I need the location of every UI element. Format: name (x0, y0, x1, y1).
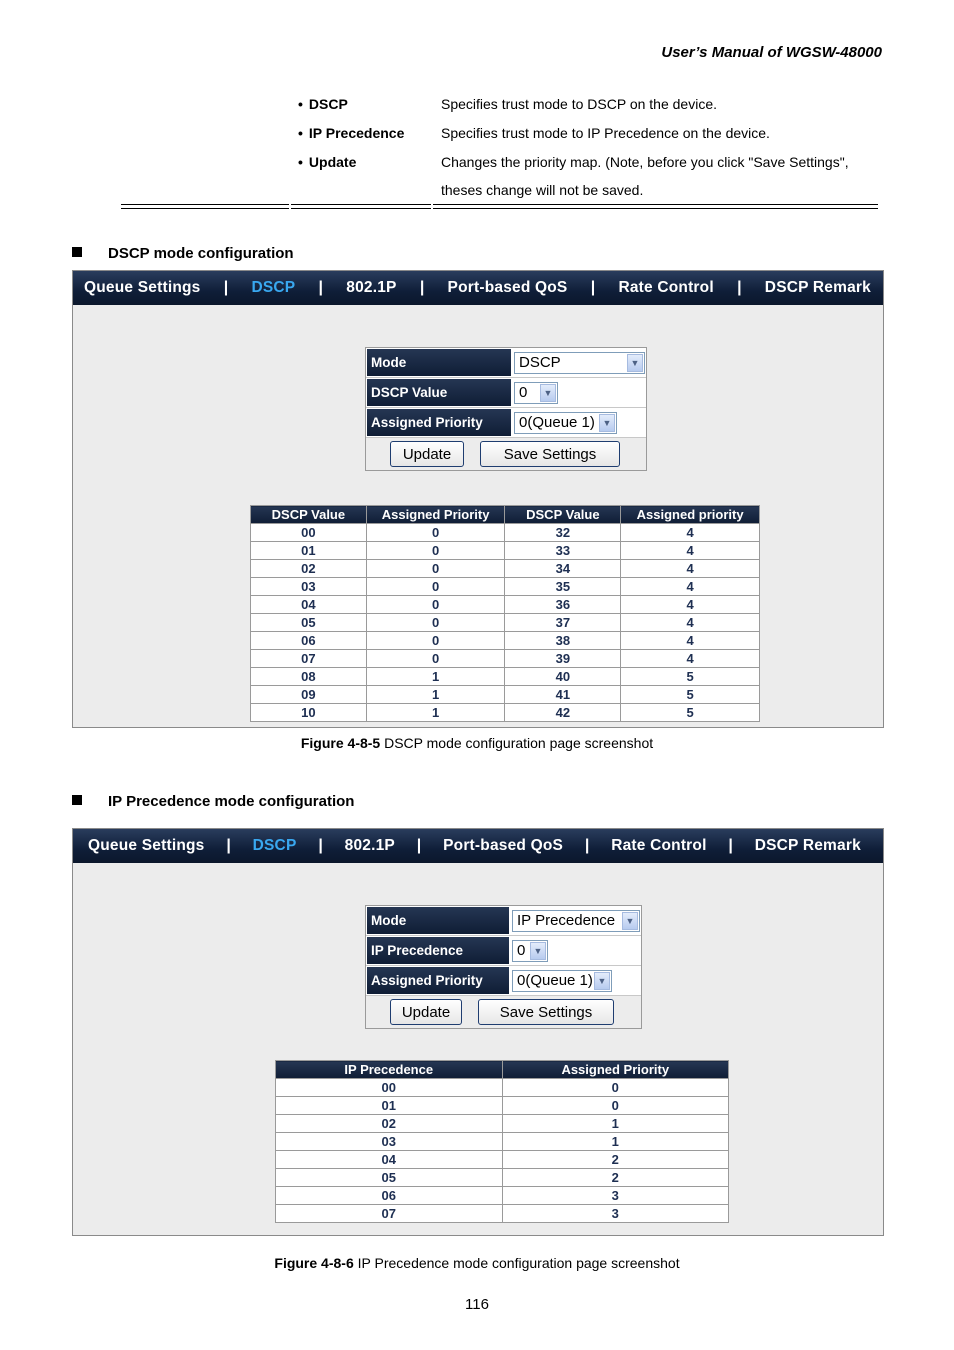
qos-nav-bar (73, 829, 883, 863)
figure-label: Figure 4-8-6 (274, 1255, 354, 1271)
nav-dscp-remark[interactable]: DSCP Remark (754, 837, 861, 854)
table-cell: 05 (251, 614, 367, 632)
ip-precedence-priority-table (275, 1060, 729, 1223)
assigned-priority-select-value: 0(Queue 1) (519, 414, 595, 431)
chevron-down-icon[interactable]: ▼ (594, 972, 610, 990)
table-cell: 4 (621, 632, 760, 650)
table-cell: 36 (505, 596, 621, 614)
section-title-dscp (72, 245, 294, 262)
definition-desc: Specifies trust mode to IP Precedence on the device. (441, 125, 770, 141)
dscp-settings-form (365, 347, 647, 471)
dscp-priority-table (250, 505, 760, 722)
nav-separator: | (318, 837, 323, 854)
table-cell: 08 (251, 668, 367, 686)
update-button[interactable]: Update (390, 999, 462, 1025)
chevron-down-icon[interactable]: ▼ (530, 942, 546, 960)
dscp-value-select-value: 0 (519, 384, 528, 401)
table-cell: 0 (366, 524, 505, 542)
table-cell: 01 (251, 542, 367, 560)
chevron-down-icon[interactable]: ▼ (540, 384, 556, 402)
table-cell: 07 (276, 1205, 503, 1223)
table-row (251, 650, 760, 668)
table-cell: 06 (251, 632, 367, 650)
table-cell: 1 (366, 704, 505, 722)
table-cell: 41 (505, 686, 621, 704)
table-cell: 1 (502, 1133, 728, 1151)
nav-queue-settings[interactable]: Queue Settings (88, 837, 205, 854)
table-cell: 09 (251, 686, 367, 704)
table-cell: 32 (505, 524, 621, 542)
mode-label: Mode (366, 906, 510, 935)
nav-separator: | (416, 837, 422, 854)
table-cell: 04 (276, 1151, 503, 1169)
ip-precedence-label: IP Precedence (366, 936, 510, 965)
mode-select[interactable] (512, 910, 640, 932)
table-rule (121, 204, 289, 209)
save-settings-button[interactable]: Save Settings (480, 441, 620, 467)
table-row (276, 1169, 729, 1187)
table-cell: 0 (366, 542, 505, 560)
chevron-down-icon[interactable]: ▼ (627, 354, 643, 372)
nav-separator: | (590, 279, 596, 296)
figure-caption-2 (0, 1255, 954, 1271)
table-cell: 00 (251, 524, 367, 542)
table-rule (433, 204, 878, 209)
chevron-down-icon[interactable]: ▼ (599, 414, 615, 432)
table-cell: 05 (276, 1169, 503, 1187)
nav-dscp-remark[interactable]: DSCP Remark (764, 279, 871, 296)
column-header: Assigned Priority (366, 506, 505, 524)
mode-select-value: DSCP (519, 354, 561, 371)
table-cell: 00 (276, 1079, 503, 1097)
mode-select[interactable] (514, 352, 645, 374)
table-cell: 1 (366, 686, 505, 704)
table-cell: 2 (502, 1151, 728, 1169)
figure-caption-1 (0, 735, 954, 751)
definition-desc: Changes the priority map. (Note, before you click "Save Settings", theses change will not be saved. (441, 154, 849, 198)
nav-separator: | (584, 837, 590, 854)
table-cell: 3 (502, 1205, 728, 1223)
table-row (251, 524, 760, 542)
definition-term: • DSCP (298, 96, 348, 112)
table-cell: 0 (366, 650, 505, 668)
table-cell: 1 (502, 1115, 728, 1133)
nav-separator: | (318, 279, 324, 296)
mode-label: Mode (366, 348, 512, 377)
dscp-value-select[interactable] (514, 382, 558, 404)
nav-separator: | (737, 279, 742, 296)
table-cell: 4 (621, 542, 760, 560)
section-title-text: IP Precedence mode configuration (108, 793, 355, 810)
table-cell: 06 (276, 1187, 503, 1205)
table-cell: 4 (621, 524, 760, 542)
table-cell: 0 (366, 578, 505, 596)
column-header: DSCP Value (505, 506, 621, 524)
dscp-screenshot (72, 270, 884, 728)
table-cell: 5 (621, 686, 760, 704)
table-cell: 34 (505, 560, 621, 578)
nav-separator: | (226, 837, 231, 854)
mode-select-value: IP Precedence (517, 912, 616, 929)
table-cell: 07 (251, 650, 367, 668)
table-cell: 4 (621, 650, 760, 668)
table-cell: 42 (505, 704, 621, 722)
figure-text: DSCP mode configuration page screenshot (380, 735, 654, 751)
table-cell: 37 (505, 614, 621, 632)
definition-term: • Update (298, 154, 356, 170)
table-cell: 02 (251, 560, 367, 578)
column-header: Assigned Priority (502, 1061, 728, 1079)
table-cell: 35 (505, 578, 621, 596)
bullet-square-icon (72, 795, 82, 805)
table-row (251, 686, 760, 704)
table-row (251, 704, 760, 722)
table-cell: 0 (502, 1079, 728, 1097)
table-row (276, 1151, 729, 1169)
definition-update (298, 154, 878, 202)
nav-separator: | (728, 837, 733, 854)
nav-8021p[interactable]: 802.1P (344, 837, 395, 854)
manual-header-title: User’s Manual of WGSW-48000 (661, 44, 882, 61)
nav-dscp[interactable]: DSCP (252, 837, 297, 854)
figure-label: Figure 4-8-5 (300, 735, 381, 751)
table-row (251, 542, 760, 560)
page-number: 116 (465, 1296, 489, 1313)
nav-rate-control[interactable]: Rate Control (611, 837, 707, 854)
table-row (251, 596, 760, 614)
table-cell: 03 (251, 578, 367, 596)
assigned-priority-select-value: 0(Queue 1) (517, 972, 593, 989)
table-cell: 10 (251, 704, 367, 722)
ip-precedence-select[interactable] (512, 940, 548, 962)
table-cell: 0 (366, 560, 505, 578)
definition-dscp (298, 96, 878, 116)
nav-separator: | (223, 279, 229, 296)
table-row (276, 1115, 729, 1133)
table-row (276, 1187, 729, 1205)
table-cell: 39 (505, 650, 621, 668)
table-cell: 01 (276, 1097, 503, 1115)
definition-ip-precedence (298, 125, 878, 145)
table-row (251, 560, 760, 578)
table-cell: 40 (505, 668, 621, 686)
table-row (251, 632, 760, 650)
table-cell: 5 (621, 704, 760, 722)
table-row (251, 578, 760, 596)
ip-precedence-select-value: 0 (517, 942, 526, 959)
column-header: Assigned priority (621, 506, 760, 524)
assigned-priority-label: Assigned Priority (366, 408, 512, 437)
table-cell: 0 (366, 632, 505, 650)
definition-term: • IP Precedence (298, 125, 404, 141)
table-cell: 4 (621, 614, 760, 632)
figure-text: IP Precedence mode configuration page screenshot (353, 1255, 680, 1271)
nav-queue-settings[interactable]: Queue Settings (84, 279, 201, 296)
assigned-priority-label: Assigned Priority (366, 966, 510, 995)
table-cell: 5 (621, 668, 760, 686)
nav-8021p[interactable]: 802.1P (346, 279, 397, 296)
table-cell: 04 (251, 596, 367, 614)
table-cell: 4 (621, 578, 760, 596)
table-cell: 02 (276, 1115, 503, 1133)
column-header: IP Precedence (276, 1061, 503, 1079)
update-button[interactable]: Update (390, 441, 464, 467)
chevron-down-icon[interactable]: ▼ (622, 912, 638, 930)
table-row (276, 1205, 729, 1223)
table-cell: 38 (505, 632, 621, 650)
table-cell: 1 (366, 668, 505, 686)
ip-precedence-screenshot (72, 828, 884, 1236)
table-cell: 0 (366, 614, 505, 632)
qos-nav-bar (73, 271, 883, 305)
table-rule (291, 204, 431, 209)
table-cell: 4 (621, 596, 760, 614)
table-cell: 2 (502, 1169, 728, 1187)
column-header: DSCP Value (251, 506, 367, 524)
section-title-text: DSCP mode configuration (108, 245, 294, 262)
assigned-priority-select[interactable] (514, 412, 617, 434)
table-cell: 4 (621, 560, 760, 578)
table-row (251, 614, 760, 632)
section-title-ip-precedence (72, 793, 354, 810)
table-row (251, 668, 760, 686)
nav-dscp[interactable]: DSCP (251, 279, 296, 296)
table-cell: 0 (366, 596, 505, 614)
dscp-value-label: DSCP Value (366, 378, 512, 407)
save-settings-button[interactable]: Save Settings (478, 999, 614, 1025)
table-cell: 3 (502, 1187, 728, 1205)
table-cell: 03 (276, 1133, 503, 1151)
ip-precedence-settings-form (365, 905, 642, 1029)
nav-port-based-qos[interactable]: Port-based QoS (443, 837, 564, 854)
table-cell: 33 (505, 542, 621, 560)
table-row (276, 1133, 729, 1151)
definition-desc: Specifies trust mode to DSCP on the device. (441, 96, 717, 112)
nav-rate-control[interactable]: Rate Control (618, 279, 714, 296)
table-row (276, 1079, 729, 1097)
nav-port-based-qos[interactable]: Port-based QoS (447, 279, 568, 296)
bullet-square-icon (72, 247, 82, 257)
assigned-priority-select[interactable] (512, 970, 612, 992)
table-row (276, 1097, 729, 1115)
nav-separator: | (419, 279, 425, 296)
table-cell: 0 (502, 1097, 728, 1115)
